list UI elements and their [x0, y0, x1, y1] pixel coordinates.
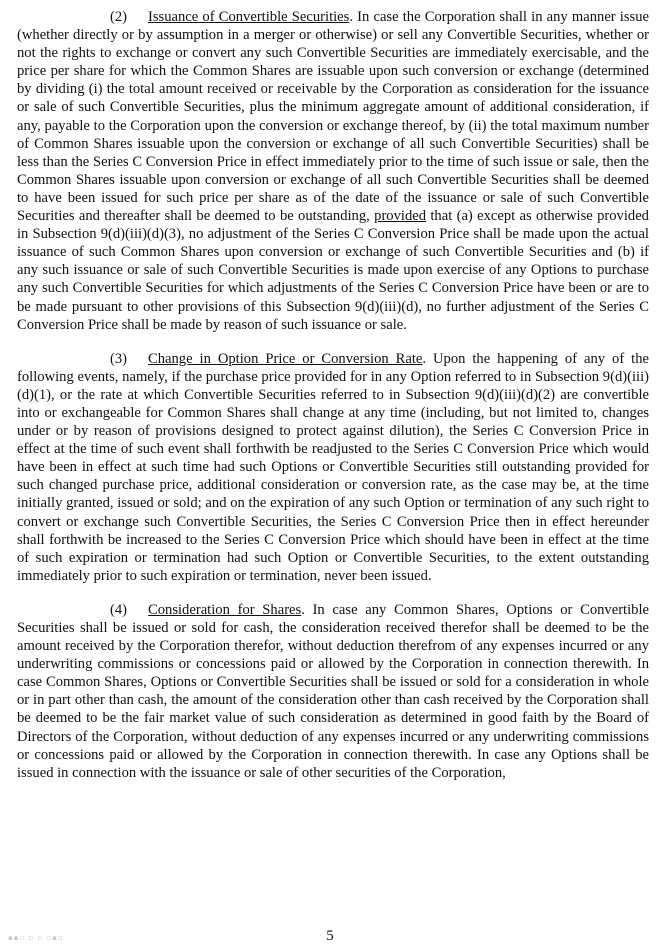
document-page [17, 8, 649, 782]
section-4-heading: Consideration for Shares [148, 601, 302, 618]
section-3-paragraph [17, 350, 649, 585]
section-3-number: (3) [110, 350, 128, 367]
section-2-paragraph [17, 8, 649, 334]
section-2-number: (2) [110, 9, 128, 25]
section-2-text-after: that (a) except as otherwise provided in Subsection 9(d)(iii)(d)(3), no adjustment of the Series C Conversion Price shall be made upon the actual issuance of such Common Shares upon conversion or exchange of such Convertible Securities and (b) if any such issuance or sale of such Convertible Securities is made upon exercise of any Options to purchase any such Convertible Securities for which adjustments of the Series C Conversion Price have been or are to be made pursuant to other provisions of this Subsection 9(d)(iii)(d), no further adjustment of the Series C Conversion Price shall be made by reason of such issuance or sale. [17, 208, 649, 333]
section-2-heading: Issuance of Convertible Securities [148, 9, 350, 25]
section-4-number: (4) [110, 601, 128, 618]
provided-underlined-word: provided [374, 208, 427, 225]
section-4-text: . In case any Common Shares, Options or Convertible Securities shall be issued or sold for cash, the consideration received therefor shall be deemed to be the amount received by the Corporation therefor, without deduction therefrom of any expenses incurred or any underwriting commissions or concessions paid or allowed by the Corporation in connection therewith. In case Common Shares, Options or Convertible Securities shall be issued or sold for a consideration in whole or in part other than cash, the amount of the consideration other than cash received by the Corporation shall be deemed to be the fair market value of such consideration as determined in good faith by the Board of Directors of the Corporation, without deduction of any expenses incurred or any underwriting commissions or concessions paid or allowed by the Corporation in connection therewith. In case any Options shall be issued in connection with the issuance or sale of other securities of the Corporation, [17, 601, 649, 781]
section-3-text: . Upon the happening of any of the following events, namely, if the purchase price provided for in any Option referred to in Subsection 9(d)(iii)(d)(1), or the rate at which Convertible Securities referred to in Subsection 9(d)(iii)(d)(2) are convertible into or exchangeable for Common Shares shall change at any time (including, but not limited to, changes under or by reason of provisions designed to protect against dilution), the Series C Conversion Price in effect at the time of such event shall forthwith be readjusted to the Series C Conversion Price which would have been in effect at such time had such Options or Convertible Securities still outstanding provided for such changed purchase price, additional consideration or conversion rate, as the case may be, at the time initially granted, issued or sold; and on the expiration of any such Option or termination of any such right to convert or exchange such Convertible Securities, the Series C Conversion Price then in effect hereunder shall forthwith be increased to the Series C Conversion Price which should have been in effect at the time of such expiration or termination had such Option or Convertible Securities, to the extent outstanding immediately prior to such expiration or termination, never been issued. [17, 350, 649, 584]
section-3-heading: Change in Option Price or Conversion Rate [148, 350, 423, 367]
section-2-text-before: . In case the Corporation shall in any manner issue (whether directly or by assumption in a merger or otherwise) or sell any Convertible Securities, whether or not the rights to exchange or convert any such Convertible Securities are immediately exercisable, and the price per share for which the Common Shares are issuable upon such conversion or exchange (determined by dividing (i) the total amount received or receivable by the Corporation as consideration for the issuance or sale of such Convertible Securities, plus the minimum aggregate amount of additional consideration, if any, payable to the Corporation upon the conversion or exchange thereof, by (ii) the total maximum number of Common Shares issuable upon the conversion or exchange of all such Convertible Securities) shall be less than the Series C Conversion Price in effect immediately prior to the time of such issue or sale, then the Common Shares issuable upon conversion or exchange of all such Convertible Securities shall be deemed to have been issued for such price per share as of the date of the issuance or sale of such Convertible Securities and thereafter shall be deemed to be outstanding, [17, 9, 649, 225]
scan-artifact-mark: ▪▪▫ ▫ ▫ ▫▪▫ [8, 934, 64, 942]
page-number: 5 [326, 928, 334, 944]
section-4-paragraph [17, 601, 649, 782]
